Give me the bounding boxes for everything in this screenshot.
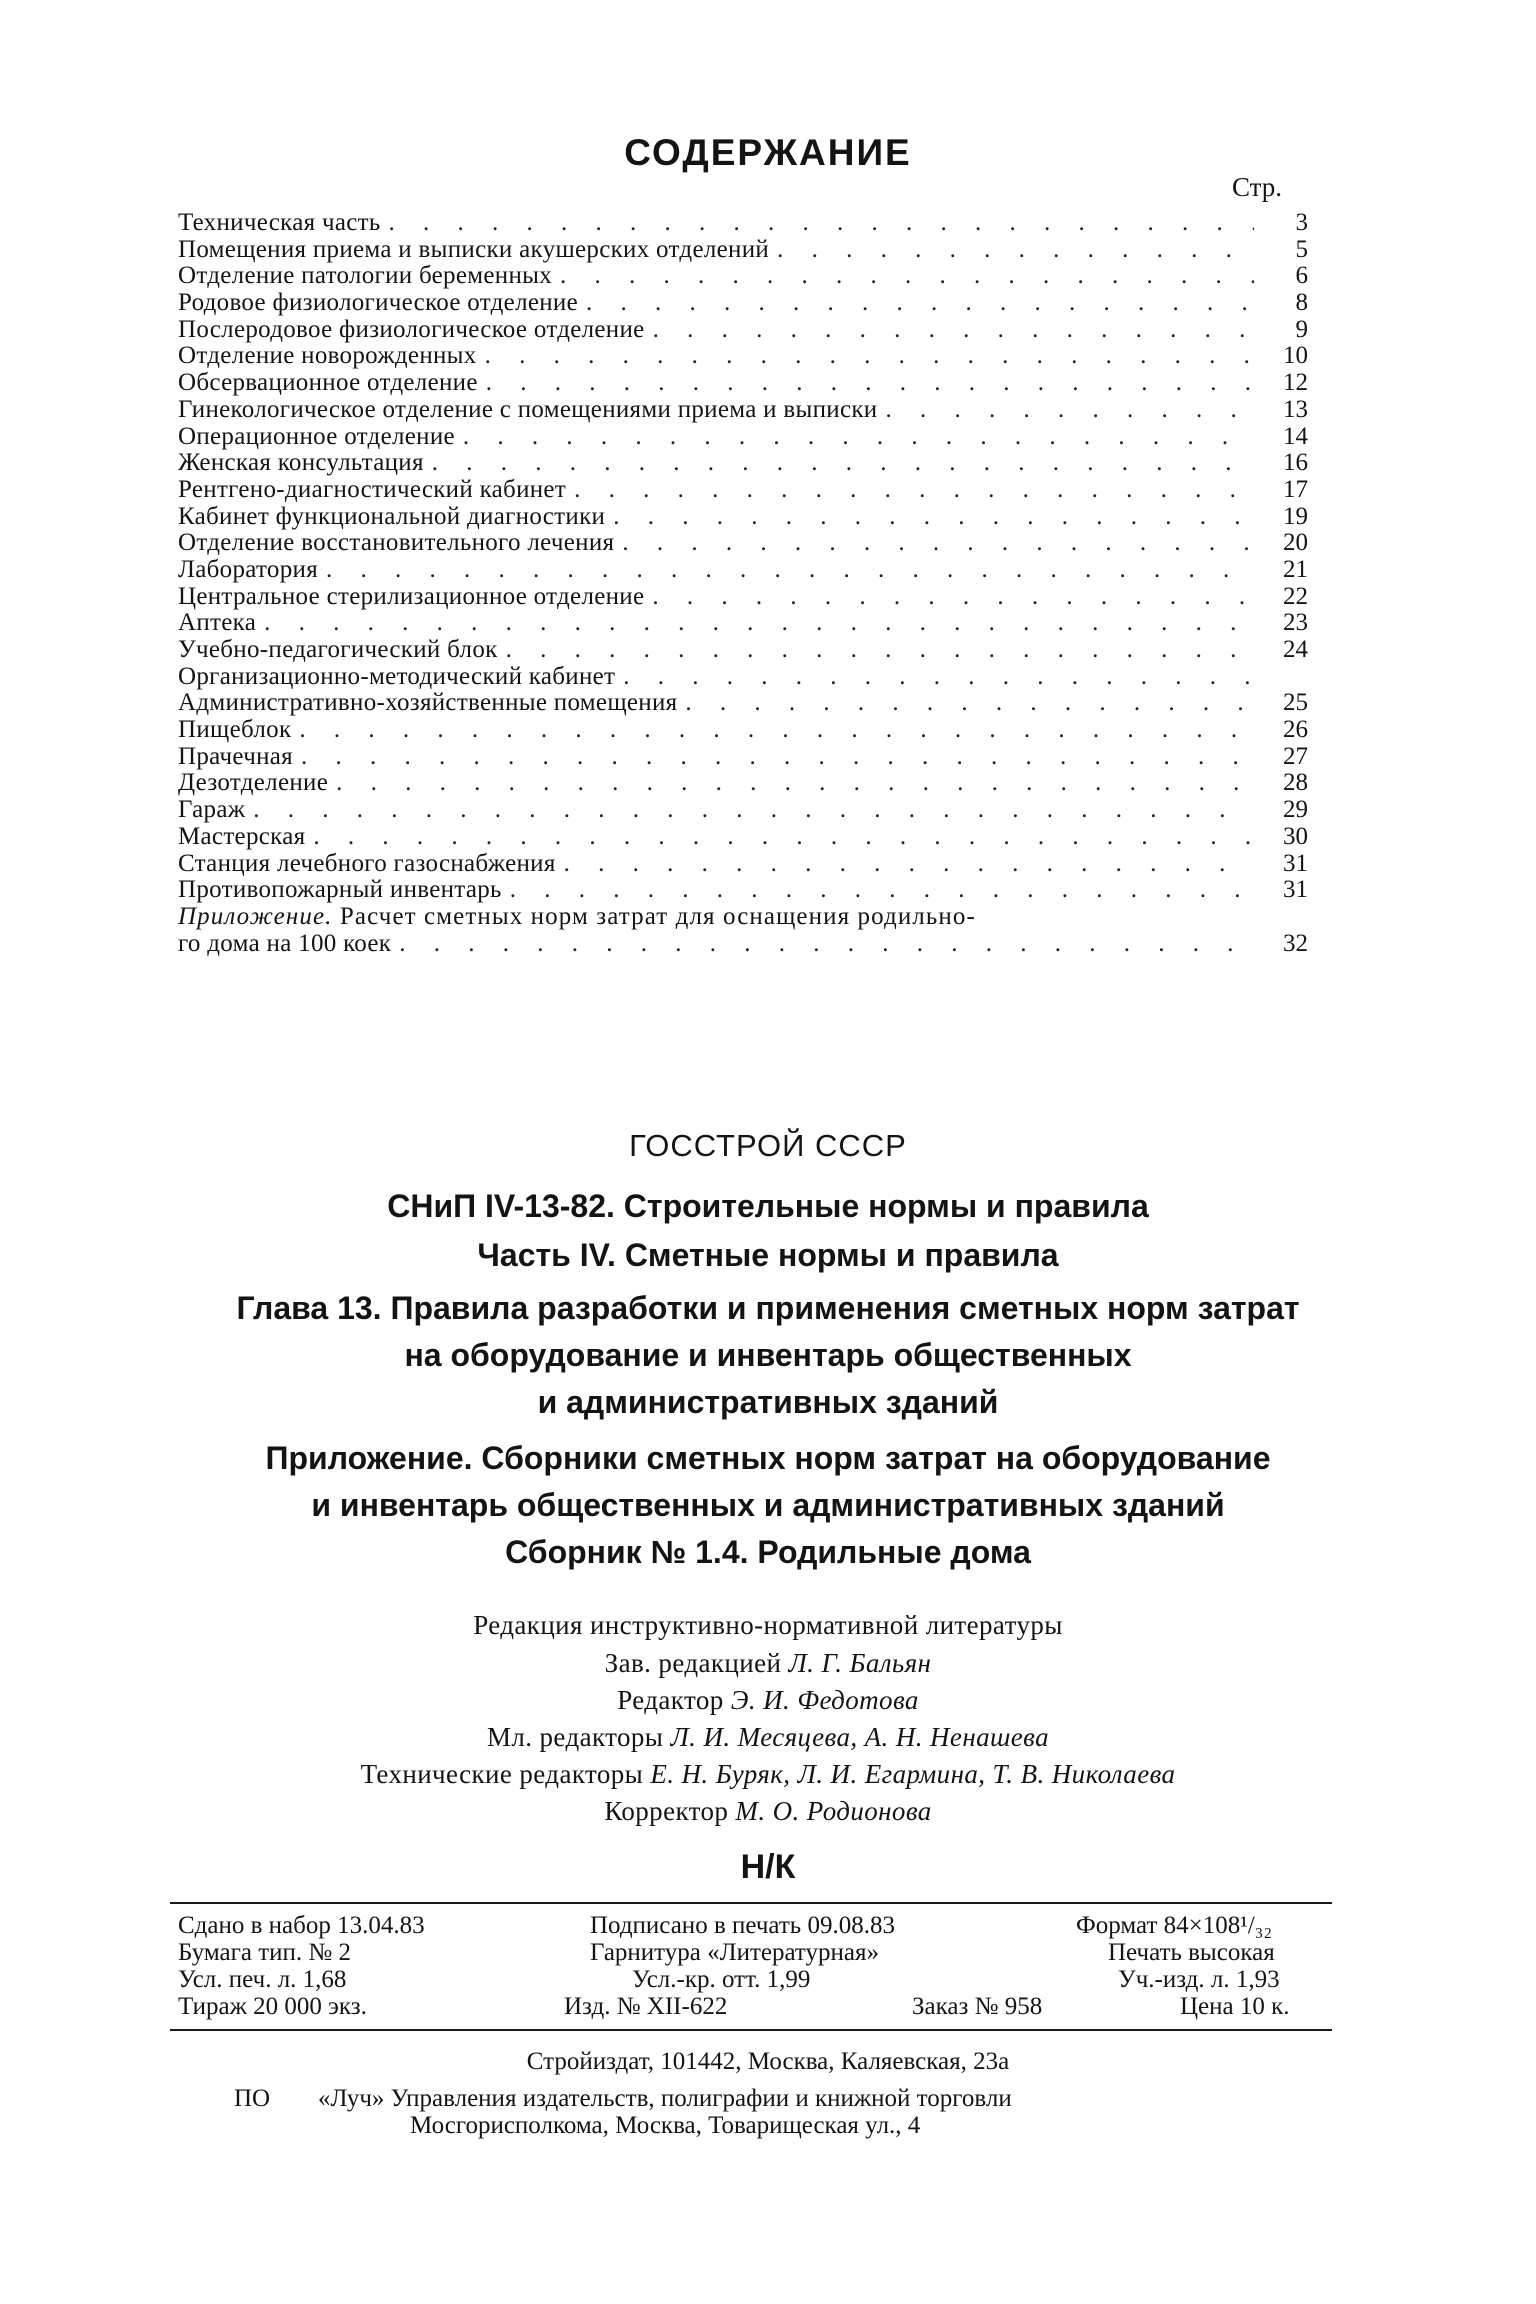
leader-dots xyxy=(653,317,1254,344)
contents-item xyxy=(178,343,1308,370)
contents-item xyxy=(178,610,1308,637)
appendix-page: 32 xyxy=(1283,929,1308,957)
contents-item-title: Административно-хозяйственные помещения xyxy=(178,689,678,717)
contents-item-page: 22 xyxy=(1283,582,1308,610)
printer-line2: Мосгорисполкома, Москва, Товарищеская ул., 4 xyxy=(410,2112,921,2139)
editorial-office: Редакция инструктивно-нормативной литературы xyxy=(473,1610,1063,1640)
contents-item-page: 10 xyxy=(1283,342,1308,370)
contents-item xyxy=(178,237,1308,264)
leader-dots xyxy=(463,424,1254,451)
contents-item-title: Станция лечебного газоснабжения xyxy=(178,849,556,877)
contents-item xyxy=(178,824,1308,851)
leader-dots xyxy=(299,717,1254,744)
contents-item-title: Родовое физиологическое отделение xyxy=(178,289,578,317)
printer-label: ПО xyxy=(234,2085,271,2112)
credit-editor xyxy=(0,1685,1536,1716)
contents-appendix-line xyxy=(178,904,1308,931)
contents-item-page: 27 xyxy=(1283,742,1308,770)
imprint-cell: Гарнитура «Литературная» xyxy=(590,1939,880,1966)
contents-item-title: Организационно-методический кабинет xyxy=(178,662,616,690)
contents-item xyxy=(178,851,1308,878)
contents-item xyxy=(178,504,1308,531)
appendix-label: Приложение. xyxy=(178,902,333,930)
credit-junior-label: Мл. редакторы xyxy=(486,1722,664,1752)
leader-dots xyxy=(486,370,1254,397)
page-column-label: Стр. xyxy=(1232,172,1283,202)
contents-item xyxy=(178,210,1308,237)
leader-dots xyxy=(777,237,1254,264)
leader-dots xyxy=(885,397,1254,424)
contents-item-page: 14 xyxy=(1283,422,1308,450)
contents-item xyxy=(178,530,1308,557)
leader-dots xyxy=(389,210,1254,237)
credit-corrector-name: М. О. Родионова xyxy=(735,1796,932,1826)
leader-dots xyxy=(485,343,1254,370)
contents-item-title: Гараж xyxy=(178,796,246,824)
imprint-cell: Сдано в набор 13.04.83 xyxy=(178,1912,425,1939)
contents-title: СОДЕРЖАНИЕ xyxy=(624,132,912,173)
appendix-text-line2: го дома на 100 коек xyxy=(178,929,392,957)
contents-item-title: Дезотделение xyxy=(178,769,329,797)
contents-item xyxy=(178,637,1308,664)
contents-item-page: 29 xyxy=(1283,796,1308,824)
contents-item-title: Отделение восстановительного лечения xyxy=(178,529,615,557)
imprint-cell: Заказ № 958 xyxy=(912,1993,1043,2020)
contents-item-title: Кабинет функциональной диагностики xyxy=(178,502,606,530)
organization-name: ГОССТРОЙ СССР xyxy=(629,1128,907,1163)
leader-dots xyxy=(432,450,1254,477)
contents-item-page: 8 xyxy=(1295,289,1308,317)
appendix-title-line2: и инвентарь общественных и административных зданий xyxy=(311,1487,1225,1523)
leader-dots xyxy=(586,290,1254,317)
contents-item-page: 20 xyxy=(1283,529,1308,557)
credit-corrector-label: Корректор xyxy=(604,1796,729,1826)
contents-item-title: Гинекологическое отделение с помещениями приема и выписки xyxy=(178,395,878,423)
contents-item-page: 13 xyxy=(1283,395,1308,423)
leader-dots xyxy=(622,530,1254,557)
credit-corrector xyxy=(0,1796,1536,1827)
leader-dots xyxy=(652,584,1254,611)
imprint-cell: Формат 84×108¹/₃₂ xyxy=(1076,1912,1273,1939)
collection-title: Сборник № 1.4. Родильные дома xyxy=(505,1534,1031,1570)
contents-item-title: Отделение патологии беременных xyxy=(178,262,553,290)
credit-editor-label: Редактор xyxy=(617,1685,724,1715)
contents-item xyxy=(178,690,1308,717)
leader-dots xyxy=(623,664,1254,691)
contents-item xyxy=(178,770,1308,797)
contents-item-page: 3 xyxy=(1295,209,1308,236)
contents-item-page: 5 xyxy=(1295,235,1308,263)
imprint-cell: Изд. № XII-622 xyxy=(564,1993,728,2020)
leader-dots xyxy=(560,263,1254,290)
credit-editor-name: Э. И. Федотова xyxy=(730,1685,919,1715)
contents-item xyxy=(178,744,1308,771)
chapter-title-line2: на оборудование и инвентарь общественных xyxy=(404,1337,1132,1373)
chapter-title-line3: и административных зданий xyxy=(537,1384,999,1420)
imprint-top-rule xyxy=(170,1902,1332,1904)
imprint-cell: Цена 10 к. xyxy=(1180,1993,1290,2020)
publisher-address: Стройиздат, 101442, Москва, Каляевская, 23а xyxy=(526,2048,1010,2075)
nk-mark: Н/К xyxy=(740,1848,796,1886)
leader-dots xyxy=(510,877,1254,904)
contents-item xyxy=(178,584,1308,611)
contents-item-page: 19 xyxy=(1283,502,1308,530)
contents-item-page: 28 xyxy=(1283,769,1308,797)
leader-dots xyxy=(574,477,1254,504)
leader-dots xyxy=(685,690,1254,717)
chapter-title-line1: Глава 13. Правила разработки и применения сметных норм затрат xyxy=(236,1290,1300,1326)
contents-item-title: Аптека xyxy=(178,609,257,637)
contents-item-page: 31 xyxy=(1283,876,1308,904)
contents-item-title: Женская консультация xyxy=(178,449,424,477)
contents-item xyxy=(178,797,1308,824)
contents-item-title: Обсервационное отделение xyxy=(178,369,478,397)
contents-item xyxy=(178,290,1308,317)
contents-item-page: 23 xyxy=(1283,609,1308,637)
leader-dots xyxy=(506,637,1254,664)
contents-item xyxy=(178,450,1308,477)
contents-appendix-line xyxy=(178,931,1308,958)
contents-item-title: Отделение новорожденных xyxy=(178,342,477,370)
leader-dots xyxy=(613,504,1254,531)
contents-item-title: Послеродовое физиологическое отделение xyxy=(178,315,645,343)
contents-item-page: 6 xyxy=(1295,262,1308,290)
contents-item-page: 17 xyxy=(1283,475,1308,503)
contents-item xyxy=(178,877,1308,904)
imprint-cell: Подписано в печать 09.08.83 xyxy=(590,1912,895,1939)
contents-item xyxy=(178,370,1308,397)
contents-item xyxy=(178,317,1308,344)
leader-dots xyxy=(564,851,1254,878)
leader-dots xyxy=(399,931,1254,958)
part-title: Часть IV. Сметные нормы и правила xyxy=(477,1237,1059,1273)
contents-item-title: Учебно-педагогический блок xyxy=(178,636,498,663)
contents-item-title: Центральное стерилизационное отделение xyxy=(178,582,645,610)
imprint-cell: Усл. печ. л. 1,68 xyxy=(178,1966,347,1993)
imprint-bottom-rule xyxy=(170,2029,1332,2031)
contents-item-page: 16 xyxy=(1283,449,1308,477)
contents-item xyxy=(178,263,1308,290)
contents-item-title: Помещения приема и выписки акушерских отделений xyxy=(178,235,770,263)
contents-item xyxy=(178,664,1308,691)
document-code-line: СНиП IV-13-82. Строительные нормы и правила xyxy=(387,1188,1149,1224)
credit-tech-editors xyxy=(0,1759,1536,1790)
credit-head xyxy=(0,1648,1536,1679)
contents-item xyxy=(178,424,1308,451)
leader-dots xyxy=(264,610,1254,637)
contents-item-title: Рентгено-диагностический кабинет xyxy=(178,475,567,503)
contents-item-page: 31 xyxy=(1283,849,1308,877)
contents-item xyxy=(178,557,1308,584)
contents-item-page: 30 xyxy=(1283,822,1308,850)
imprint-cell: Усл.-кр. отт. 1,99 xyxy=(632,1966,811,1993)
leader-dots xyxy=(253,797,1254,824)
contents-item-page: 12 xyxy=(1283,369,1308,397)
imprint-cell: Бумага тип. № 2 xyxy=(178,1939,352,1966)
contents-list xyxy=(178,210,1308,957)
contents-item-page: 24 xyxy=(1283,636,1308,663)
credit-junior-editors xyxy=(0,1722,1536,1753)
contents-item-page: 9 xyxy=(1295,315,1308,343)
appendix-text-line1: Расчет сметных норм затрат для оснащения родильно- xyxy=(339,902,976,930)
credit-tech-names: Е. Н. Буряк, Л. И. Егармина, Т. В. Николаева xyxy=(650,1759,1176,1789)
contents-item-title: Техническая часть xyxy=(178,209,381,236)
leader-dots xyxy=(336,770,1254,797)
contents-item xyxy=(178,397,1308,424)
contents-item-title: Мастерская xyxy=(178,822,306,850)
contents-item-page: 25 xyxy=(1283,689,1308,717)
appendix-title-line1: Приложение. Сборники сметных норм затрат на оборудование xyxy=(265,1440,1271,1476)
imprint-cell: Печать высокая xyxy=(1108,1939,1275,1966)
contents-item-title: Операционное отделение xyxy=(178,422,455,450)
contents-item xyxy=(178,477,1308,504)
printer-line1: «Луч» Управления издательств, полиграфии и книжной торговли xyxy=(318,2085,1012,2112)
credit-head-label: Зав. редакцией xyxy=(604,1648,782,1678)
leader-dots xyxy=(313,824,1254,851)
credit-junior-names: Л. И. Месяцева, А. Н. Ненашева xyxy=(670,1722,1050,1752)
contents-item xyxy=(178,717,1308,744)
contents-item-page: 21 xyxy=(1283,555,1308,583)
imprint-cell: Тираж 20 000 экз. xyxy=(178,1993,367,2020)
credit-tech-label: Технические редакторы xyxy=(360,1759,644,1789)
leader-dots xyxy=(301,744,1254,771)
contents-item-title: Лаборатория xyxy=(178,555,318,583)
contents-item-page: 26 xyxy=(1283,716,1308,744)
contents-item-title: Прачечная xyxy=(178,742,293,770)
leader-dots xyxy=(326,557,1254,584)
credit-head-name: Л. Г. Бальян xyxy=(788,1648,932,1678)
imprint-cell: Уч.-изд. л. 1,93 xyxy=(1118,1966,1280,1993)
contents-item-title: Пищеблок xyxy=(178,716,292,744)
contents-item-title: Противопожарный инвентарь xyxy=(178,876,502,904)
